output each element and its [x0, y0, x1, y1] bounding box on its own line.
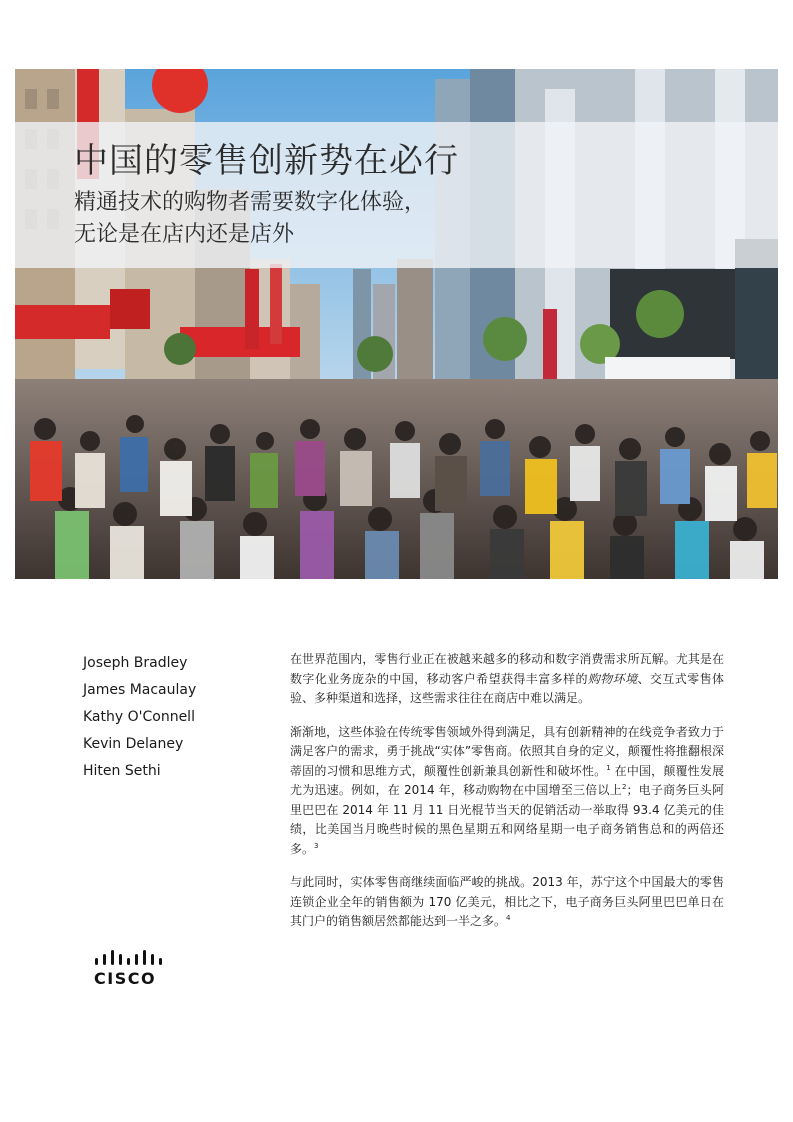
subtitle-line-2: 无论是在店内还是店外 [74, 222, 295, 247]
author-list [83, 650, 263, 785]
body-paragraph-1: 在世界范围内，零售行业正在被越来越多的移动和数字消费需求所瓦解。尤其是在数字化业务庞杂的中国，移动客户希望获得丰富多样的购物环境、交互式零售体验、多种渠道和选择，这些需求往往在商店中难以满足。 [290, 652, 724, 705]
body-paragraph-3: 与此同时，实体零售商继续面临严峻的挑战。2013 年，苏宁这个中国最大的零售连锁企业全年的销售额为 170 亿美元，相比之下，电子商务巨头阿里巴巴单日在其门户的销售额居然都能达到一半之多。$^4$ [290, 875, 724, 928]
page-subtitle [74, 187, 426, 251]
cisco-logo [94, 948, 164, 988]
hero-photo [15, 69, 778, 579]
author-name: Kevin Delaney [83, 736, 184, 752]
author-name: Hiten Sethi [83, 763, 161, 779]
footnote-ref: 4 [506, 914, 511, 922]
author-name: James Macaulay [83, 682, 197, 698]
footnote-ref: 2 [621, 783, 627, 791]
page-title: 中国的零售创新势在必行 [74, 141, 459, 181]
article-body [290, 650, 724, 946]
cisco-wordmark: CISCO [94, 969, 157, 988]
cisco-bars-icon [94, 948, 164, 968]
emphasis-text: 购物环境 [587, 671, 638, 686]
body-paragraph-2: 渐渐地，这些体验在传统零售领域外得到满足，具有创新精神的在线竞争者致力于满足客户的需求，勇于挑战“实体”零售商。依照其自身的定义，颠覆性将推翻根深蒂固的习惯和思维方式，颠覆性创新兼具创新性和破坏性。$^1$ 在中国，颠覆性发展尤为迅速。例如，在 2014 年，移动购物在中国增至三倍以上$^2$；电子商务巨头阿里巴巴在 2014 年 11 月 11 日光棍节当天的促销活动一举取得 93.4 亿美元的佳绩，比美国当月晚些时候的黑色星期五和网络星期一电子商务销售总和的两倍还多。$^3$ [290, 724, 724, 856]
subtitle-line-1: 精通技术的购物者需要数字化体验， [74, 190, 427, 215]
author-name: Joseph Bradley [83, 655, 188, 671]
footnote-ref: 1 [606, 763, 611, 772]
footnote-ref: 3 [314, 841, 319, 850]
author-name: Kathy O'Connell [83, 709, 195, 725]
